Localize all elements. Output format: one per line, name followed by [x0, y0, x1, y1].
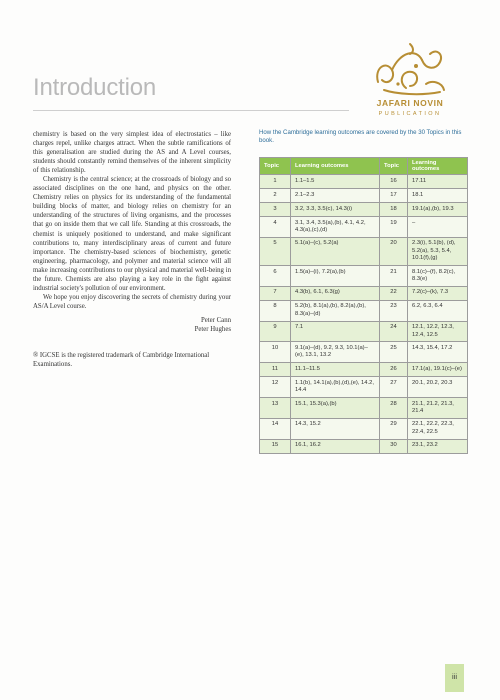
outcomes-cell: 12.1, 12.2, 12.3, 12.4, 12.5: [408, 321, 468, 342]
table-row: [260, 266, 468, 287]
outcomes-cell: 9.1(a)–(d), 9.2, 9.3, 10.1(a)–(e), 13.1, 13.2: [291, 342, 380, 363]
topic-cell: 1: [260, 175, 291, 189]
topic-cell: 16: [380, 175, 408, 189]
topic-cell: 15: [260, 439, 291, 453]
topic-cell: 3: [260, 203, 291, 217]
outcomes-cell: 7.1: [291, 321, 380, 342]
intro-paragraph: chemistry is based on the very simplest idea of electrostatics – like charges repel, unlike charges attract. When the subtle ramifications of this generalisation are studied during the AS and A Level courses, students should constantly remind themselves of the inherent simplicity of this relationship.: [33, 131, 231, 175]
table-row: [260, 189, 468, 203]
topic-cell: 22: [380, 286, 408, 300]
outcomes-cell: 11.1–11.5: [291, 363, 380, 377]
table-row: [260, 342, 468, 363]
intro-paragraph: We hope you enjoy discovering the secrets of chemistry during your AS/A Level course.: [33, 293, 231, 310]
outcomes-cell: 3.1, 3.4, 3.5(a),(b), 4.1, 4.2, 4.3(a),(c),(d): [291, 217, 380, 238]
table-row: [260, 363, 468, 377]
topic-cell: 7: [260, 286, 291, 300]
topic-cell: 29: [380, 418, 408, 439]
table-row: [260, 439, 468, 453]
outcomes-cell: –: [408, 217, 468, 238]
topic-cell: 9: [260, 321, 291, 342]
trademark-footnote: ® IGCSE is the registered trademark of Cambridge International Examinations.: [33, 351, 210, 368]
topic-cell: 6: [260, 266, 291, 287]
outcomes-cell: 21.1, 21.2, 21.3, 21.4: [408, 398, 468, 419]
topic-cell: 17: [380, 189, 408, 203]
outcomes-cell: 14.3, 15.2: [291, 418, 380, 439]
outcomes-cell: 17.11: [408, 175, 468, 189]
author-name: Peter Cann: [200, 316, 231, 324]
outcomes-cell: 7.2(c)–(k), 7.3: [408, 286, 468, 300]
table-row: [260, 398, 468, 419]
outcomes-cell: 8.1(c)–(f), 8.2(c), 8.3(e): [408, 266, 468, 287]
outcomes-cell: 1.5(a)–(i), 7.2(a),(b): [291, 266, 380, 287]
table-body: [260, 175, 468, 454]
table-header-row: [260, 158, 468, 175]
learning-outcomes-table: [259, 157, 468, 454]
topic-cell: 20: [380, 237, 408, 265]
outcomes-cell: 22.1, 22.2, 22.3, 22.4, 22.5: [408, 418, 468, 439]
table-row: [260, 217, 468, 238]
outcomes-cell: 5.1(a)–(c), 5.2(a): [291, 237, 380, 265]
topic-cell: 5: [260, 237, 291, 265]
publisher-logo: [352, 40, 468, 126]
topic-cell: 26: [380, 363, 408, 377]
column-header-outcomes: Learning outcomes: [408, 158, 468, 175]
topic-cell: 12: [260, 377, 291, 398]
table-row: [260, 237, 468, 265]
topic-cell: 25: [380, 342, 408, 363]
topic-cell: 30: [380, 439, 408, 453]
topic-cell: 10: [260, 342, 291, 363]
outcomes-cell: 1.1–1.5: [291, 175, 380, 189]
outcomes-cell: 6.2, 6.3, 6.4: [408, 300, 468, 321]
topic-cell: 21: [380, 266, 408, 287]
table-row: [260, 286, 468, 300]
outcomes-cell: 18.1: [408, 189, 468, 203]
topic-cell: 23: [380, 300, 408, 321]
topic-cell: 11: [260, 363, 291, 377]
column-header-topic: Topic: [260, 158, 291, 175]
outcomes-cell: 15.1, 15.3(a),(b): [291, 398, 380, 419]
header-divider: [33, 110, 349, 111]
table-row: [260, 203, 468, 217]
table-caption: How the Cambridge learning outcomes are covered by the 30 Topics in this book.: [259, 129, 462, 144]
outcomes-cell: 3.2, 3.3, 3.5(c), 14.3(i): [291, 203, 380, 217]
topic-cell: 27: [380, 377, 408, 398]
table-row: [260, 377, 468, 398]
author-signatures: [33, 316, 231, 335]
column-header-outcomes: Learning outcomes: [291, 158, 380, 175]
outcomes-cell: 23.1, 23.2: [408, 439, 468, 453]
topic-cell: 4: [260, 217, 291, 238]
outcomes-cell: 2.1–2.3: [291, 189, 380, 203]
outcomes-cell: 14.3, 15.4, 17.2: [408, 342, 468, 363]
column-header-topic: Topic: [380, 158, 408, 175]
outcomes-cell: 16.1, 16.2: [291, 439, 380, 453]
logo-name: JAFARI NOVIN: [376, 98, 444, 108]
outcomes-cell: 4.3(b), 6.1, 6.3(g): [291, 286, 380, 300]
outcomes-cell: 17.1(a), 19.1(c)–(e): [408, 363, 468, 377]
logo-tagline: PUBLICATION: [378, 111, 442, 117]
intro-text: [33, 130, 231, 369]
page-title: Introduction: [33, 74, 157, 101]
topic-cell: 8: [260, 300, 291, 321]
author-name: Peter Hughes: [194, 326, 231, 334]
topic-cell: 14: [260, 418, 291, 439]
outcomes-cell: 5.2(b), 8.1(a),(b), 8.2(a),(b), 8.3(a)–(d): [291, 300, 380, 321]
topic-cell: 2: [260, 189, 291, 203]
table-row: [260, 175, 468, 189]
intro-paragraph: Chemistry is the central science; at the crossroads of biology and so associated disciplines on the one hand, and physics on the other. Chemistry relies on physics for its understanding of the fundamental building blocks of matter, and biology relies on chemistry for an understanding of the structures of living organisms, and the processes that go on inside them that we call life. Standing at this crossroads, the chemist is uniquely positioned to understand, and make significant contributions to, many interdisciplinary areas of current and future importance. The chemistry-based sciences of biochemistry, genetic engineering, pharmacology, and polymer and material science will all make increasing contributions to our physical and material well-being in the future. Chemists are also playing a key role in the fight against industrial society's pollution of our environment.: [33, 176, 231, 292]
calligraphy-logo-icon: [370, 40, 450, 98]
table-row: [260, 321, 468, 342]
topic-cell: 18: [380, 203, 408, 217]
page-number: iii: [452, 672, 457, 681]
topic-cell: 19: [380, 217, 408, 238]
outcomes-cell: 19.1(a),(b), 19.3: [408, 203, 468, 217]
table-row: [260, 418, 468, 439]
outcomes-cell: 2.3(i), 5.1(b), (d), 5.2(a), 5.3, 5.4, 10.1(f),(g): [408, 237, 468, 265]
topic-cell: 13: [260, 398, 291, 419]
outcomes-cell: 20.1, 20.2, 20.3: [408, 377, 468, 398]
table-row: [260, 300, 468, 321]
outcomes-cell: 1.1(b), 14.1(a),(b),(d),(e), 14.2, 14.4: [291, 377, 380, 398]
topic-cell: 24: [380, 321, 408, 342]
topic-cell: 28: [380, 398, 408, 419]
